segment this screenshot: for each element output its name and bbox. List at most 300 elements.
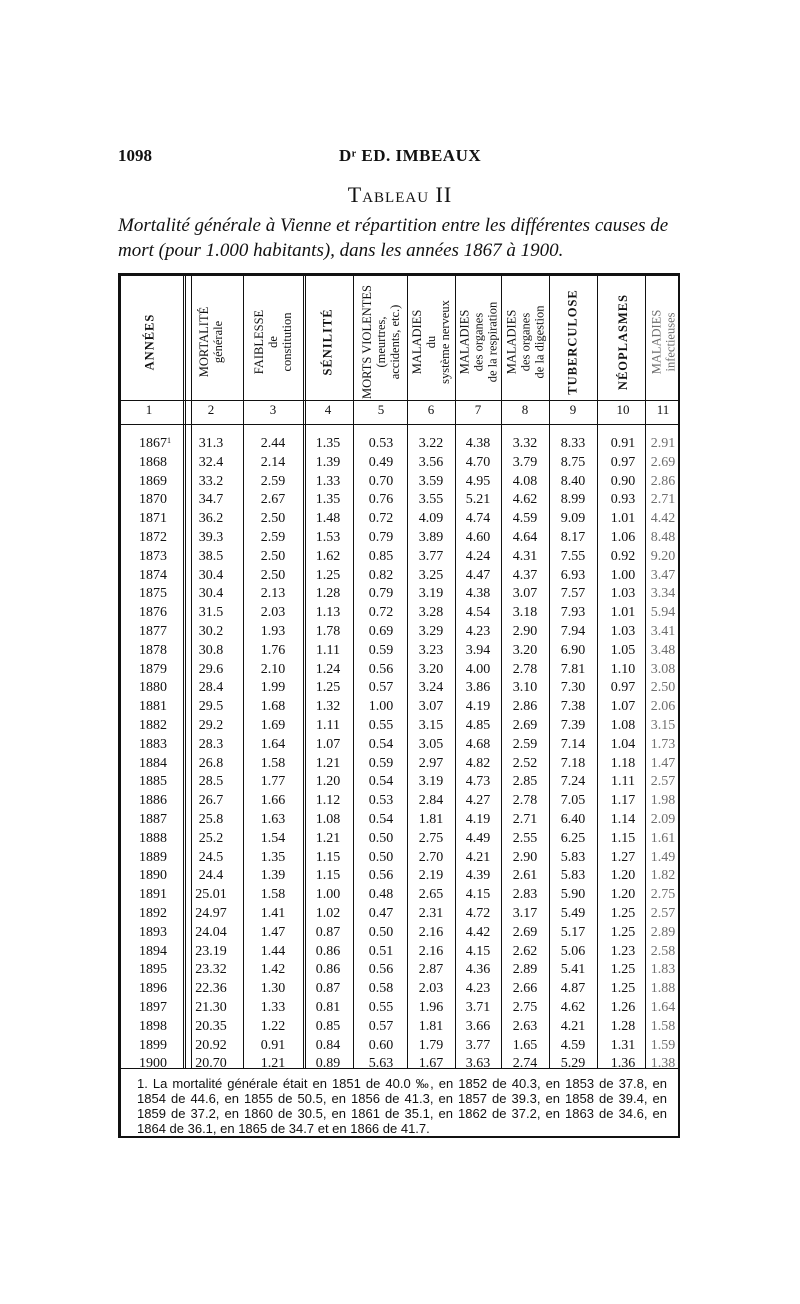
value-cell: 1.82 xyxy=(650,868,676,884)
column-header-label: MALADIES infectieuses xyxy=(649,309,677,374)
value-cell: 4.54 xyxy=(465,605,491,621)
value-cell: 5.06 xyxy=(560,943,586,959)
value-cell: 1.62 xyxy=(315,548,341,564)
value-cell: 29.5 xyxy=(198,699,224,715)
value-cell: 0.54 xyxy=(368,812,394,827)
value-cell: 2.91 xyxy=(650,436,676,451)
value-cell: 2.50 xyxy=(260,511,286,527)
value-cell: 2.06 xyxy=(650,699,676,715)
value-cell: 1.25 xyxy=(610,981,636,997)
value-cell: 24.4 xyxy=(198,868,224,884)
value-cell: 2.16 xyxy=(418,943,444,959)
year-cell: 1893 xyxy=(139,924,167,940)
value-cell: 1.04 xyxy=(610,736,636,752)
value-cell: 2.13 xyxy=(260,586,286,602)
value-cell: 4.19 xyxy=(465,812,491,827)
value-cell: 1.36 xyxy=(610,1056,636,1072)
value-cell: 0.51 xyxy=(368,943,394,959)
value-cell: 2.86 xyxy=(512,699,538,715)
value-cell: 0.91 xyxy=(260,1037,286,1053)
column-number: 6 xyxy=(427,402,435,417)
value-cell: 30.4 xyxy=(198,586,224,602)
table-row xyxy=(121,850,677,869)
year-cell: 1890 xyxy=(139,868,167,884)
year-cell: 1892 xyxy=(139,906,167,921)
value-cell: 20.92 xyxy=(195,1037,227,1053)
table-row xyxy=(121,887,677,906)
year-cell: 1889 xyxy=(139,849,167,865)
value-cell: 1.35 xyxy=(315,492,341,508)
value-cell: 9.09 xyxy=(560,511,586,527)
value-cell: 30.8 xyxy=(198,642,224,658)
value-cell: 1.33 xyxy=(260,1000,286,1015)
column-header-label: MORTS VIOLENTES (meurtres, accidents, etc.) xyxy=(360,284,403,399)
value-cell: 4.42 xyxy=(465,924,491,940)
value-cell: 0.82 xyxy=(368,567,394,583)
value-cell: 7.94 xyxy=(560,624,586,639)
year-cell: 1868 xyxy=(139,454,167,470)
value-cell: 1.31 xyxy=(610,1037,636,1053)
value-cell: 0.87 xyxy=(315,981,341,997)
value-cell: 2.67 xyxy=(260,492,286,508)
value-cell: 1.53 xyxy=(315,530,341,545)
value-cell: 1.18 xyxy=(610,755,636,771)
value-cell: 4.21 xyxy=(465,849,491,865)
table-row xyxy=(121,906,677,925)
year-cell: 1878 xyxy=(139,642,167,658)
value-cell: 1.81 xyxy=(418,1018,444,1034)
value-cell: 5.94 xyxy=(650,605,676,621)
value-cell: 1.10 xyxy=(610,661,636,677)
value-cell: 8.17 xyxy=(560,530,586,545)
column-header xyxy=(186,284,236,399)
table-row xyxy=(121,793,677,812)
value-cell: 0.72 xyxy=(368,605,394,621)
year-cell: 1900 xyxy=(139,1056,167,1072)
value-cell: 1.64 xyxy=(260,736,286,752)
value-cell: 1.05 xyxy=(610,642,636,658)
value-cell: 2.62 xyxy=(512,943,538,959)
value-cell: 1.64 xyxy=(650,1000,676,1015)
year-cell: 1886 xyxy=(139,793,167,809)
value-cell: 3.66 xyxy=(465,1018,491,1034)
value-cell: 5.41 xyxy=(560,962,586,978)
value-cell: 7.39 xyxy=(560,718,586,733)
value-cell: 31.3 xyxy=(198,436,224,451)
year-cell: 1879 xyxy=(139,661,167,677)
value-cell: 4.38 xyxy=(465,586,491,602)
value-cell: 3.29 xyxy=(418,624,444,639)
value-cell: 2.44 xyxy=(260,436,286,451)
value-cell: 4.62 xyxy=(512,492,538,508)
column-header-label: MALADIES du système nerveux xyxy=(410,299,452,384)
value-cell: 5.21 xyxy=(465,492,491,508)
value-cell: 3.15 xyxy=(650,718,676,733)
footnote: 1. La mortalité générale était en 1851 de 40.0 ‰, en 1852 de 40.3, en 1853 de 37.8, en 1854 de 44.6, en 1855 de 50.5, en 1856 de 41.3, en 1857 de 39.3, en 1858 de 39.4, en 1859 de 37.2, en 1860 de 30.5, en 1861 de 35.1, en 1862 de 37.2, en 1863 de 34.6, en 1864 de 36.1, en 1865 de 34.7 et en 1866 de 41.7. xyxy=(137,1076,667,1136)
value-cell: 1.38 xyxy=(650,1056,676,1072)
value-cell: 1.54 xyxy=(260,830,286,846)
table-row xyxy=(121,568,677,587)
column-header xyxy=(638,284,688,399)
value-cell: 1.30 xyxy=(260,981,286,997)
value-cell: 0.79 xyxy=(368,586,394,602)
value-cell: 30.4 xyxy=(198,567,224,583)
table-row xyxy=(121,624,677,643)
column-header-label: TUBERCULOSE xyxy=(566,288,581,395)
column-number: 3 xyxy=(269,402,277,417)
value-cell: 2.78 xyxy=(512,661,538,677)
value-cell: 2.87 xyxy=(418,962,444,978)
value-cell: 1.58 xyxy=(260,755,286,771)
value-cell: 1.25 xyxy=(315,680,341,696)
value-cell: 34.7 xyxy=(198,492,224,508)
value-cell: 0.56 xyxy=(368,661,394,677)
value-cell: 1.23 xyxy=(610,943,636,959)
column-number: 1 xyxy=(145,402,153,417)
value-cell: 1.27 xyxy=(610,849,636,865)
value-cell: 2.78 xyxy=(512,793,538,809)
table-row xyxy=(121,1038,677,1057)
value-cell: 3.63 xyxy=(465,1056,491,1072)
value-cell: 0.55 xyxy=(368,718,394,733)
table-row xyxy=(121,586,677,605)
footnote-marker: 1 xyxy=(167,436,171,445)
value-cell: 2.65 xyxy=(418,887,444,903)
value-cell: 4.95 xyxy=(465,473,491,489)
value-cell: 4.47 xyxy=(465,567,491,583)
value-cell: 4.36 xyxy=(465,962,491,978)
value-cell: 32.4 xyxy=(198,454,224,470)
value-cell: 4.00 xyxy=(465,661,491,677)
table-row xyxy=(121,549,677,568)
table-row xyxy=(121,455,677,474)
value-cell: 0.89 xyxy=(315,1056,341,1072)
value-cell: 2.58 xyxy=(650,943,676,959)
value-cell: 28.5 xyxy=(198,774,224,790)
column-header xyxy=(248,284,298,399)
value-cell: 6.93 xyxy=(560,567,586,583)
value-cell: 1.67 xyxy=(418,1056,444,1072)
value-cell: 29.6 xyxy=(198,661,224,677)
value-cell: 2.86 xyxy=(650,473,676,489)
value-cell: 3.89 xyxy=(418,530,444,545)
value-cell: 3.28 xyxy=(418,605,444,621)
table-row xyxy=(121,530,677,549)
value-cell: 3.20 xyxy=(418,661,444,677)
value-cell: 4.31 xyxy=(512,548,538,564)
value-cell: 1.32 xyxy=(315,699,341,715)
value-cell: 3.20 xyxy=(512,642,538,658)
value-cell: 0.85 xyxy=(368,548,394,564)
value-cell: 1.65 xyxy=(512,1037,538,1053)
value-cell: 1.26 xyxy=(610,1000,636,1015)
value-cell: 1.47 xyxy=(650,755,676,771)
table-row xyxy=(121,1019,677,1038)
value-cell: 1.39 xyxy=(260,868,286,884)
value-cell: 1.21 xyxy=(260,1056,286,1072)
value-cell: 4.62 xyxy=(560,1000,586,1015)
value-cell: 0.86 xyxy=(315,962,341,978)
value-cell: 4.72 xyxy=(465,906,491,921)
column-number: 4 xyxy=(324,402,332,417)
value-cell: 2.31 xyxy=(418,906,444,921)
value-cell: 1.41 xyxy=(260,906,286,921)
value-cell: 3.23 xyxy=(418,642,444,658)
value-cell: 28.3 xyxy=(198,736,224,752)
table-row xyxy=(121,699,677,718)
value-cell: 5.83 xyxy=(560,849,586,865)
column-header xyxy=(406,284,456,399)
value-cell: 8.33 xyxy=(560,436,586,451)
value-cell: 7.55 xyxy=(560,548,586,564)
value-cell: 1.77 xyxy=(260,774,286,790)
table-row xyxy=(121,511,677,530)
value-cell: 1.15 xyxy=(610,830,636,846)
value-cell: 4.74 xyxy=(465,511,491,527)
value-cell: 8.99 xyxy=(560,492,586,508)
year-cell: 1873 xyxy=(139,548,167,564)
value-cell: 3.56 xyxy=(418,454,444,470)
value-cell: 3.79 xyxy=(512,454,538,470)
value-cell: 5.83 xyxy=(560,868,586,884)
value-cell: 4.27 xyxy=(465,793,491,809)
value-cell: 2.59 xyxy=(512,736,538,752)
value-cell: 1.48 xyxy=(315,511,341,527)
value-cell: 1.20 xyxy=(610,868,636,884)
year-cell: 1885 xyxy=(139,774,167,790)
value-cell: 3.08 xyxy=(650,661,676,677)
table-caption: Mortalité générale à Vienne et répartition entre les différentes causes de mort (pour 1.000 habitants), dans les années 1867 à 1900. xyxy=(118,215,669,261)
value-cell: 2.19 xyxy=(418,868,444,884)
value-cell: 5.29 xyxy=(560,1056,586,1072)
value-cell: 1.03 xyxy=(610,586,636,602)
value-cell: 6.25 xyxy=(560,830,586,846)
value-cell: 1.20 xyxy=(610,887,636,903)
year-cell: 1880 xyxy=(139,680,167,696)
value-cell: 2.50 xyxy=(650,680,676,696)
column-number: 9 xyxy=(569,402,577,417)
value-cell: 2.03 xyxy=(260,605,286,621)
column-header xyxy=(303,284,353,399)
value-cell: 25.01 xyxy=(195,887,227,903)
value-cell: 0.49 xyxy=(368,454,394,470)
value-cell: 21.30 xyxy=(195,1000,227,1015)
column-number: 8 xyxy=(521,402,529,417)
value-cell: 6.40 xyxy=(560,812,586,827)
value-cell: 0.50 xyxy=(368,849,394,865)
value-cell: 3.05 xyxy=(418,736,444,752)
value-cell: 3.77 xyxy=(465,1037,491,1053)
value-cell: 3.86 xyxy=(465,680,491,696)
value-cell: 2.09 xyxy=(650,812,676,827)
value-cell: 0.54 xyxy=(368,774,394,790)
year-cell: 1877 xyxy=(139,624,167,639)
column-header xyxy=(453,284,503,399)
value-cell: 7.38 xyxy=(560,699,586,715)
mortality-table xyxy=(118,273,680,1138)
value-cell: 1.79 xyxy=(418,1037,444,1053)
value-cell: 0.91 xyxy=(610,436,636,451)
value-cell: 3.07 xyxy=(512,586,538,602)
value-cell: 20.35 xyxy=(195,1018,227,1034)
value-cell: 1.24 xyxy=(315,661,341,677)
year-cell: 1869 xyxy=(139,473,167,489)
page-number: 1098 xyxy=(118,146,152,165)
value-cell: 26.8 xyxy=(198,755,224,771)
value-cell: 1.35 xyxy=(260,849,286,865)
year-cell: 1883 xyxy=(139,736,167,752)
value-cell: 1.88 xyxy=(650,981,676,997)
value-cell: 1.17 xyxy=(610,793,636,809)
column-number-rule xyxy=(121,424,678,425)
value-cell: 2.59 xyxy=(260,473,286,489)
value-cell: 4.23 xyxy=(465,981,491,997)
year-cell: 1888 xyxy=(139,830,167,846)
value-cell: 2.69 xyxy=(512,924,538,940)
value-cell: 3.10 xyxy=(512,680,538,696)
value-cell: 22.36 xyxy=(195,981,227,997)
value-cell: 3.47 xyxy=(650,567,676,583)
value-cell: 1.44 xyxy=(260,943,286,959)
value-cell: 3.24 xyxy=(418,680,444,696)
column-header-label: MORTALITÉ générale xyxy=(197,306,225,377)
value-cell: 0.69 xyxy=(368,624,394,639)
year-cell: 1871 xyxy=(139,511,167,527)
year-cell: 1872 xyxy=(139,530,167,545)
value-cell: 0.81 xyxy=(315,1000,341,1015)
value-cell: 4.19 xyxy=(465,699,491,715)
value-cell: 1.02 xyxy=(315,906,341,921)
value-cell: 24.5 xyxy=(198,849,224,865)
value-cell: 1.61 xyxy=(650,830,676,846)
value-cell: 3.18 xyxy=(512,605,538,621)
value-cell: 0.55 xyxy=(368,1000,394,1015)
year-cell: 1882 xyxy=(139,718,167,733)
year-cell: 1897 xyxy=(139,1000,167,1015)
table-row xyxy=(121,662,677,681)
header-rule xyxy=(121,400,678,401)
value-cell: 1.22 xyxy=(260,1018,286,1034)
value-cell: 2.61 xyxy=(512,868,538,884)
value-cell: 0.59 xyxy=(368,642,394,658)
value-cell: 4.15 xyxy=(465,943,491,959)
year-cell: 1898 xyxy=(139,1018,167,1034)
value-cell: 3.22 xyxy=(418,436,444,451)
value-cell: 7.14 xyxy=(560,736,586,752)
value-cell: 4.09 xyxy=(418,511,444,527)
value-cell: 1.08 xyxy=(610,718,636,733)
value-cell: 4.24 xyxy=(465,548,491,564)
value-cell: 1.28 xyxy=(315,586,341,602)
value-cell: 7.57 xyxy=(560,586,586,602)
value-cell: 1.07 xyxy=(315,736,341,752)
value-cell: 2.52 xyxy=(512,755,538,771)
value-cell: 0.72 xyxy=(368,511,394,527)
value-cell: 1.03 xyxy=(610,624,636,639)
year-cell: 1867$^1$ xyxy=(139,436,171,451)
value-cell: 1.76 xyxy=(260,642,286,658)
value-cell: 4.59 xyxy=(560,1037,586,1053)
value-cell: 3.19 xyxy=(418,774,444,790)
column-number: 11 xyxy=(656,402,670,417)
value-cell: 1.21 xyxy=(315,755,341,771)
value-cell: 2.89 xyxy=(512,962,538,978)
value-cell: 38.5 xyxy=(198,548,224,564)
value-cell: 1.14 xyxy=(610,812,636,827)
value-cell: 7.18 xyxy=(560,755,586,771)
value-cell: 0.59 xyxy=(368,755,394,771)
value-cell: 6.90 xyxy=(560,642,586,658)
value-cell: 8.48 xyxy=(650,530,676,545)
column-number: 2 xyxy=(207,402,215,417)
year-cell: 1895 xyxy=(139,962,167,978)
value-cell: 25.8 xyxy=(198,812,224,827)
value-cell: 2.57 xyxy=(650,774,676,790)
value-cell: 1.11 xyxy=(316,642,340,658)
value-cell: 3.25 xyxy=(418,567,444,583)
column-header xyxy=(500,284,550,399)
table-row xyxy=(121,605,677,624)
year-cell: 1875 xyxy=(139,586,167,602)
value-cell: 1.96 xyxy=(418,1000,444,1015)
value-cell: 33.2 xyxy=(198,473,224,489)
value-cell: 2.75 xyxy=(418,830,444,846)
value-cell: 4.39 xyxy=(465,868,491,884)
value-cell: 2.03 xyxy=(418,981,444,997)
value-cell: 3.32 xyxy=(512,436,538,451)
table-row xyxy=(121,436,677,455)
value-cell: 0.92 xyxy=(610,548,636,564)
value-cell: 3.07 xyxy=(418,699,444,715)
value-cell: 2.75 xyxy=(650,887,676,903)
table-row xyxy=(121,1056,677,1075)
value-cell: 1.63 xyxy=(260,812,286,827)
value-cell: 1.59 xyxy=(650,1037,676,1053)
value-cell: 4.64 xyxy=(512,530,538,545)
value-cell: 7.30 xyxy=(560,680,586,696)
table-row xyxy=(121,643,677,662)
value-cell: 1.99 xyxy=(260,680,286,696)
year-cell: 1884 xyxy=(139,755,167,771)
column-number: 10 xyxy=(616,402,630,417)
value-cell: 1.12 xyxy=(315,793,341,809)
value-cell: 1.25 xyxy=(610,962,636,978)
value-cell: 1.25 xyxy=(610,924,636,940)
year-cell: 1870 xyxy=(139,492,167,508)
value-cell: 24.04 xyxy=(195,924,227,940)
column-number: 7 xyxy=(474,402,482,417)
value-cell: 0.90 xyxy=(610,473,636,489)
value-cell: 2.50 xyxy=(260,548,286,564)
value-cell: 4.49 xyxy=(465,830,491,846)
value-cell: 2.71 xyxy=(650,492,676,508)
value-cell: 1.49 xyxy=(650,849,676,865)
value-cell: 1.66 xyxy=(260,793,286,809)
value-cell: 24.97 xyxy=(195,906,227,921)
value-cell: 3.94 xyxy=(465,642,491,658)
value-cell: 0.58 xyxy=(368,981,394,997)
value-cell: 25.2 xyxy=(198,830,224,846)
value-cell: 3.17 xyxy=(512,906,538,921)
value-cell: 29.2 xyxy=(198,718,224,733)
column-number: 5 xyxy=(377,402,385,417)
value-cell: 4.38 xyxy=(465,436,491,451)
value-cell: 2.16 xyxy=(418,924,444,940)
value-cell: 2.66 xyxy=(512,981,538,997)
value-cell: 4.87 xyxy=(560,981,586,997)
value-cell: 3.48 xyxy=(650,642,676,658)
value-cell: 2.85 xyxy=(512,774,538,790)
